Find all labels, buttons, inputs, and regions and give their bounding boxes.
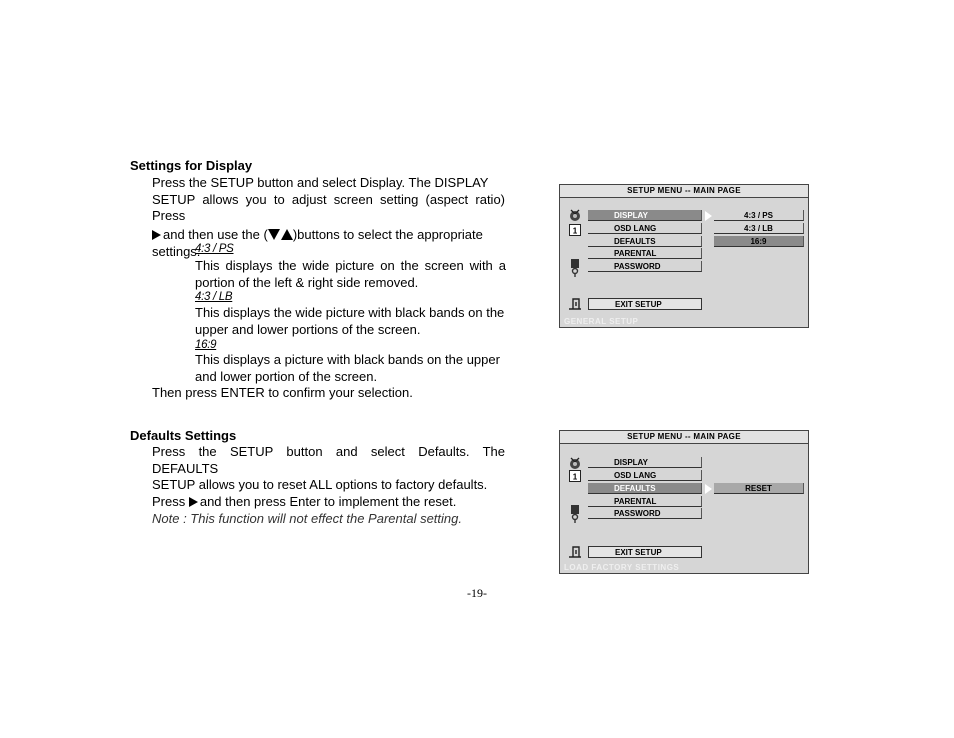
menu-item-display[interactable]: DISPLAY xyxy=(588,210,702,221)
menu-item-password[interactable]: PASSWORD xyxy=(588,261,702,272)
page-number: -19- xyxy=(467,586,487,600)
defaults-line-3 xyxy=(152,494,505,511)
up-arrow-icon xyxy=(281,229,293,240)
option-lb-label: 4:3 / LB xyxy=(195,291,233,303)
display-line-4: settings. xyxy=(152,244,201,259)
option-ps-label: 4:3 / PS xyxy=(195,243,234,255)
exit-setup-button[interactable]: EXIT SETUP xyxy=(588,298,702,310)
option-4-3-lb[interactable]: 4:3 / LB xyxy=(714,223,804,234)
pointer-arrow-icon xyxy=(705,484,712,494)
menu-item-osd-lang[interactable]: OSD LANG xyxy=(588,223,702,234)
option-ps-desc: This displays the wide picture on the screen with a portion of the left & right side removed. xyxy=(195,258,506,290)
lock-key-icon xyxy=(568,504,582,524)
pointer-arrow-icon xyxy=(705,211,712,221)
option-169-label: 16:9 xyxy=(195,339,217,351)
screen-title: SETUP MENU -- MAIN PAGE xyxy=(560,431,808,444)
language-icon xyxy=(568,223,582,237)
display-line-2: SETUP allows you to adjust screen setting (aspect ratio) Press xyxy=(152,191,505,223)
menu-item-defaults[interactable]: DEFAULTS xyxy=(588,483,702,494)
menu-item-parental[interactable]: PARENTAL xyxy=(588,496,702,507)
svg-text:1: 1 xyxy=(572,472,578,482)
defaults-note: Note : This function will not effect the Parental setting. xyxy=(152,511,462,526)
option-169-desc: This displays a picture with black bands on the upper and lower portion of the screen. xyxy=(195,352,500,384)
menu-item-display[interactable]: DISPLAY xyxy=(588,457,702,468)
menu-item-defaults[interactable]: DEFAULTS xyxy=(588,236,702,247)
lock-key-icon xyxy=(568,258,582,278)
right-arrow-icon xyxy=(189,497,198,507)
defaults-paragraph xyxy=(152,444,505,528)
exit-icon xyxy=(568,297,582,311)
display-line-3 xyxy=(152,227,505,244)
display-heading: Settings for Display xyxy=(130,158,253,173)
screen-title: SETUP MENU -- MAIN PAGE xyxy=(560,185,808,198)
status-text: GENERAL SETUP xyxy=(564,317,639,326)
setup-menu-display-screen xyxy=(559,184,809,328)
exit-setup-button[interactable]: EXIT SETUP xyxy=(588,546,702,558)
status-text: LOAD FACTORY SETTINGS xyxy=(564,563,680,572)
display-line-1: Press the SETUP button and select Display. The DISPLAY xyxy=(152,175,489,190)
defaults-line-3a: Press xyxy=(152,493,189,509)
display-tv-icon xyxy=(568,208,582,222)
display-tv-icon xyxy=(568,456,582,470)
menu-item-parental[interactable]: PARENTAL xyxy=(588,248,702,259)
option-4-3-ps[interactable]: 4:3 / PS xyxy=(714,210,804,221)
defaults-line-1: Press the SETUP button and select Defaults. The DEFAULTS xyxy=(152,444,505,476)
svg-text:1: 1 xyxy=(572,226,578,236)
menu-item-password[interactable]: PASSWORD xyxy=(588,508,702,519)
option-reset[interactable]: RESET xyxy=(714,483,804,494)
option-16-9[interactable]: 16:9 xyxy=(714,236,804,247)
defaults-heading: Defaults Settings xyxy=(130,428,237,443)
language-icon xyxy=(568,469,582,483)
defaults-line-3b: and then press Enter to implement the reset. xyxy=(199,493,457,509)
display-closing: Then press ENTER to confirm your selection. xyxy=(152,385,413,400)
display-line-3a: and then use the ( xyxy=(163,226,268,242)
option-lb-desc: This displays the wide picture with black bands on the upper and lower portions of the screen. xyxy=(195,305,505,337)
menu-item-osd-lang[interactable]: OSD LANG xyxy=(588,470,702,481)
setup-menu-defaults-screen xyxy=(559,430,809,574)
down-arrow-icon xyxy=(268,229,280,240)
display-line-3b: )buttons to select the appropriate xyxy=(292,226,483,242)
defaults-line-2: SETUP allows you to reset ALL options to factory defaults. xyxy=(152,477,488,492)
right-arrow-icon xyxy=(152,230,161,240)
exit-icon xyxy=(568,545,582,559)
